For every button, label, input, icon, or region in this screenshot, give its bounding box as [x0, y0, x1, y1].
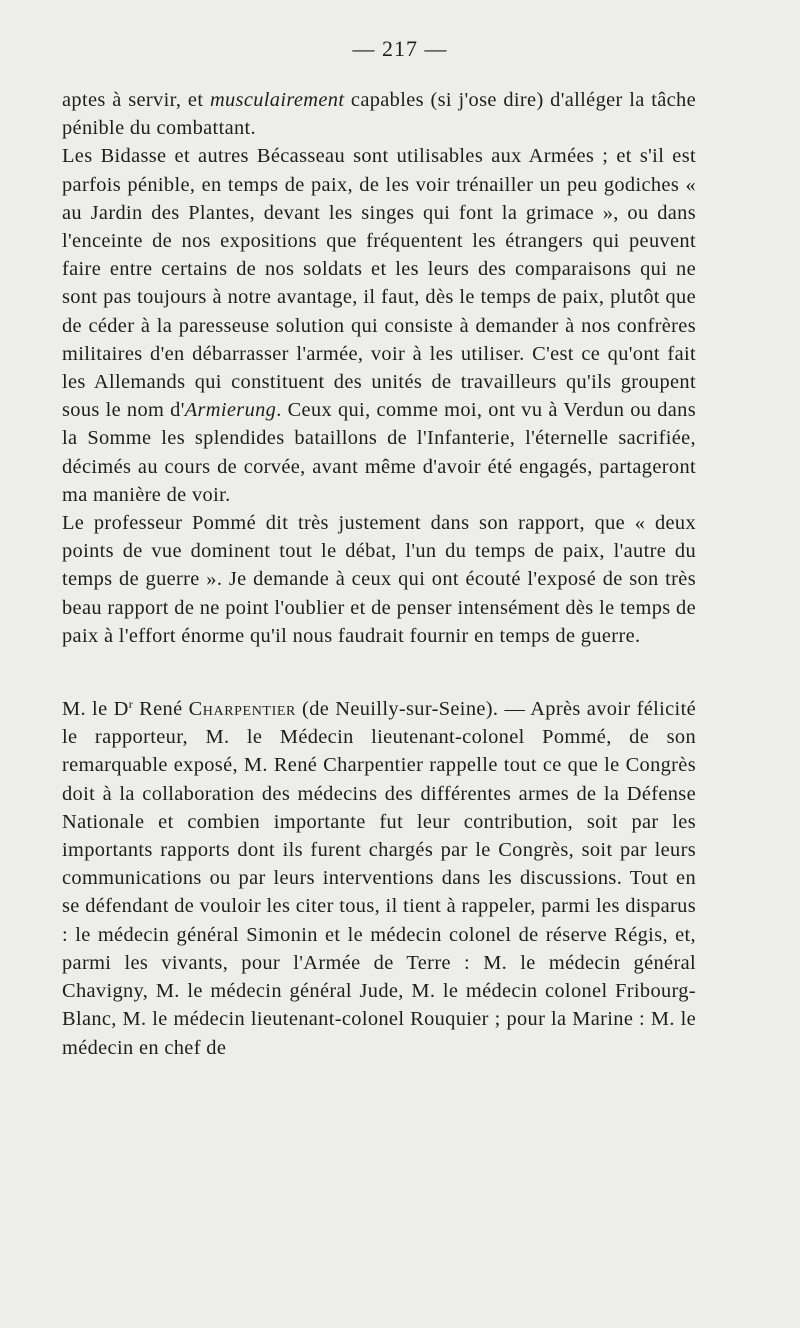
paragraph-3: Le professeur Pommé dit très justement dans son rapport, que « deux points de vue dominent tout le débat, l'un du temps de paix, l'autre du temps de guerre ». Je demande à ceux qui ont écouté l'exposé de son très beau rapport de ne point l'oublier et de penser intensément dès le temps de paix à l'effort énorme qu'il nous faudrait fournir en temps de guerre. [62, 512, 696, 647]
page-number: — 217 — [352, 36, 448, 61]
body-text [62, 86, 696, 1062]
speaker-surname: Charpentier [188, 698, 296, 721]
paragraph-4-text: (de Neuilly-sur-Seine). — Après avoir félicité le rapporteur, M. le Médecin lieutenant-colonel Pommé, de son remarquable exposé, M. René Charpentier rappelle tout ce que le Congrès doit à la collaboration des médecins des différentes armes de la Défense Nationale et combien importante fut leur contribution, soit par les importants rapports dont ils furent chargés par le Congrès, soit par leurs communications ou par leurs interventions dans les discussions. Tout en se défendant de vouloir les citer tous, il tient à rappeler, parmi les disparus : le médecin général Simonin et le médecin colonel de réserve Régis, et, parmi les vivants, pour l'Armée de Terre : M. le médecin général Chavigny, M. le médecin général Jude, M. le médecin colonel Fribourg-Blanc, M. le médecin lieutenant-colonel Rouquier ; pour la Marine : M. le médecin en chef de [62, 698, 696, 1059]
paragraph-4 [62, 690, 696, 1062]
paragraph-1-text-a: aptes à servir, et [62, 89, 210, 111]
speaker-title-sup: r [128, 697, 134, 712]
paragraph-1 [62, 86, 696, 142]
paragraph-2-text-b: . Ceux qui, comme moi, ont vu à Verdun ou dans la Somme les splendides bataillons de l'Infanterie, l'éternelle sacrifiée, décimés au cours de corvée, avant même d'avoir été engagés, partageront ma manière de voir. [62, 399, 696, 506]
speaker-first-name: René [133, 698, 189, 721]
paragraph-1-italic: musculairement [209, 89, 345, 111]
speaker-title: M. le D [62, 698, 129, 721]
paragraph-2-text-a: Les Bidasse et autres Bécasseau sont utilisables aux Armées ; et s'il est parfois pénible, en temps de paix, de les voir trénailler un peu godiches « au Jardin des Plantes, devant les singes qui font la grimace », ou dans l'enceinte de nos expositions que fréquentent les étrangers qui peuvent faire entre certains de nos soldats et les leurs des comparaisons qui ne sont pas toujours à notre avantage, il faut, dès le temps de paix, plutôt que de céder à la paresseuse solution qui consiste à demander à nos confrères militaires d'en débarrasser l'armée, voir à les utiliser. C'est ce qu'ont fait les Allemands qui constituent des unités de travailleurs qu'ils groupent sous le nom d' [62, 145, 696, 422]
paragraph-2 [62, 142, 696, 509]
paragraph-1-text-b: capables (si j'ose dire) d'alléger la tâche pénible du combattant. [62, 89, 696, 140]
paragraph-2-italic: Armierung [184, 399, 277, 422]
